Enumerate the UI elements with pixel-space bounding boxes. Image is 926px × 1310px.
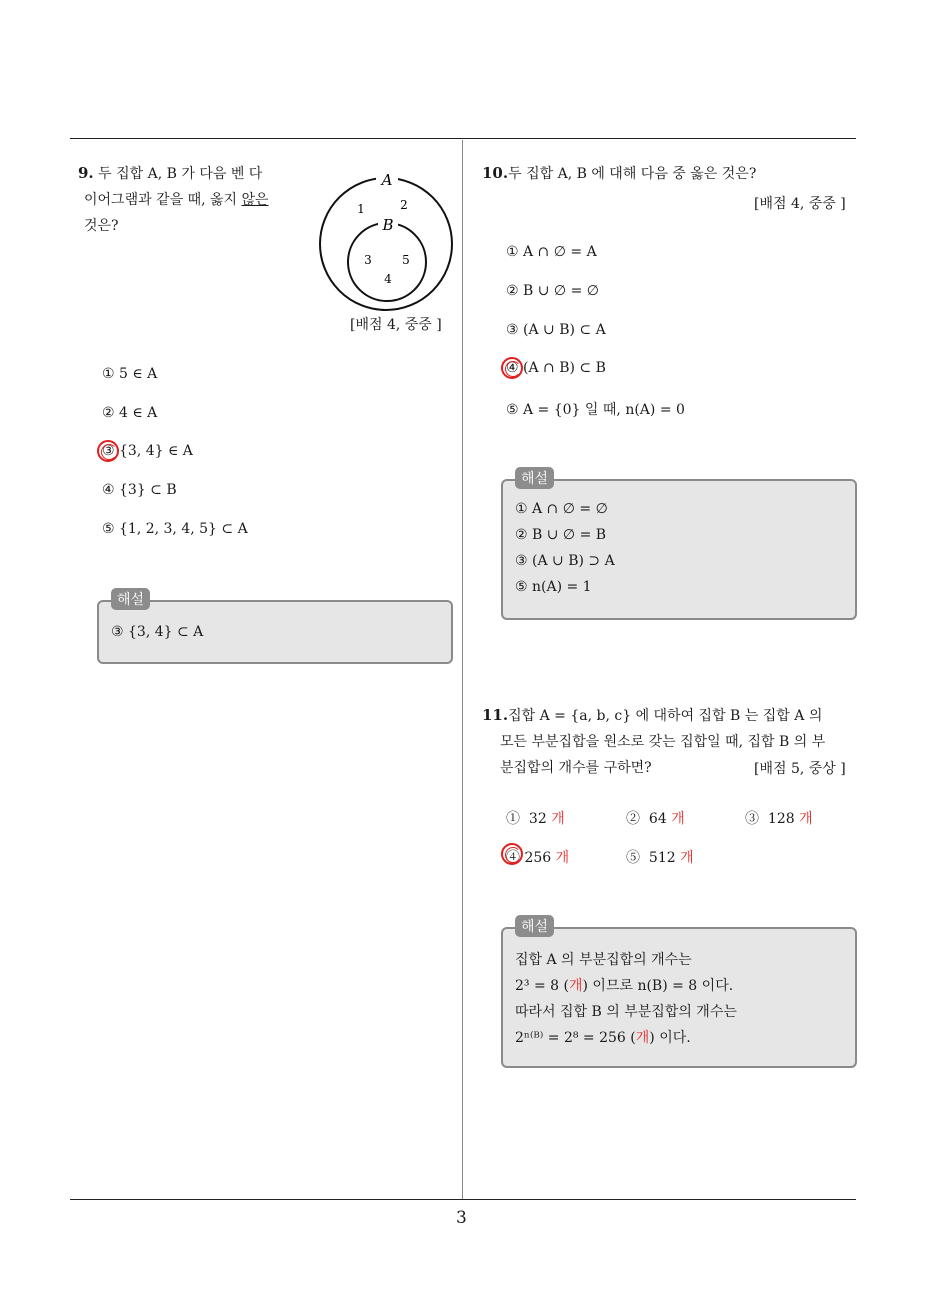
question-11-solution-box	[501, 927, 857, 1068]
page-number: 3	[456, 1208, 467, 1228]
question-10-points: [배점 4, 중중 ]	[754, 196, 846, 212]
question-10-choice-3[interactable]: ③ (A ∪ B) ⊂ A	[506, 322, 606, 338]
question-10-stem	[482, 160, 862, 187]
question-9-underlined: 않은	[241, 192, 269, 208]
question-10-choice-2[interactable]: ② B ∪ ∅ = ∅	[506, 283, 599, 299]
question-10-number: 10.	[482, 164, 509, 182]
question-11-solution-line-3: 따라서 집합 B 의 부분집합의 개수는	[515, 1004, 737, 1020]
question-9-stem	[78, 160, 308, 239]
answer-circle-mark	[501, 843, 523, 865]
venn-outer-label: A	[381, 171, 393, 189]
question-9-line3: 것은?	[84, 218, 119, 234]
question-9-line1: 두 집합 A, B 가 다음 벤 다	[98, 166, 263, 182]
question-10-choice-5[interactable]: ⑤ A = {0} 일 때, n(A) = 0	[506, 402, 685, 418]
answer-circle-mark	[97, 440, 119, 462]
venn-inner-circle	[348, 223, 426, 301]
question-10-choice-1[interactable]: ① A ∩ ∅ = A	[506, 244, 597, 260]
question-10-text: 두 집합 A, B 에 대해 다음 중 옳은 것은?	[508, 166, 757, 182]
venn-elem-1: 1	[357, 202, 365, 216]
question-11-solution-line-4: 2ⁿ⁽ᴮ⁾ = 2⁸ = 256 (개) 이다.	[515, 1030, 691, 1046]
question-11-line3: 분집합의 개수를 구하면?	[500, 760, 652, 776]
question-11-solution-line-1: 집합 A 의 부분집합의 개수는	[515, 952, 692, 968]
question-11-choice-2[interactable]: ② 64 개	[626, 811, 685, 827]
question-9-choice-3[interactable]: ③ {3, 4} ∈ A	[102, 443, 193, 459]
question-10-solution-box	[501, 479, 857, 620]
question-9-choice-4[interactable]: ④ {3} ⊂ B	[102, 482, 177, 498]
question-9-solution-line: ③ {3, 4} ⊂ A	[111, 624, 204, 640]
venn-elem-2: 2	[400, 198, 408, 212]
question-11-points: [배점 5, 중상 ]	[754, 761, 846, 777]
question-10-solution-line-1: ① A ∩ ∅ = ∅	[515, 501, 608, 517]
question-11-choice-5[interactable]: ⑤ 512 개	[626, 850, 694, 866]
question-10-solution-line-3: ③ (A ∪ B) ⊃ A	[515, 553, 615, 569]
venn-inner-label: B	[382, 216, 394, 234]
question-11-choice-4[interactable]: ④ 256 개	[506, 850, 570, 866]
venn-elem-5: 5	[402, 253, 410, 267]
question-11-solution-line-2: 2³ = 8 (개) 이므로 n(B) = 8 이다.	[515, 978, 734, 994]
question-9-solution-box	[97, 600, 453, 664]
venn-elem-3: 3	[364, 253, 372, 267]
header-rule	[70, 138, 856, 139]
question-11-line2: 모든 부분집합을 원소로 갖는 집합일 때, 집합 B 의 부	[500, 734, 826, 750]
question-9-choice-1[interactable]: ① 5 ∈ A	[102, 366, 158, 382]
venn-elem-4: 4	[384, 272, 392, 286]
column-divider	[462, 140, 463, 1200]
question-11-choice-1[interactable]: ① 32 개	[506, 811, 565, 827]
question-9-choice-2[interactable]: ② 4 ∈ A	[102, 405, 158, 421]
answer-circle-mark	[501, 357, 523, 379]
question-10-solution-line-4: ⑤ n(A) = 1	[515, 579, 592, 595]
question-9-choice-5[interactable]: ⑤ {1, 2, 3, 4, 5} ⊂ A	[102, 521, 248, 537]
venn-outer-circle	[320, 178, 452, 310]
footer-rule	[70, 1199, 856, 1200]
question-11-line1: 집합 A = {a, b, c} 에 대하여 집합 B 는 집합 A 의	[508, 708, 823, 724]
question-11-choice-3[interactable]: ③ 128 개	[745, 811, 813, 827]
question-10-solution-line-2: ② B ∪ ∅ = B	[515, 527, 607, 543]
question-11-solution-tag: 해설	[515, 915, 554, 937]
question-9-line2: 이어그램과 같을 때, 옳지	[84, 192, 242, 208]
question-11-number: 11.	[482, 706, 509, 724]
question-9-number: 9.	[78, 164, 94, 182]
question-10-solution-tag: 해설	[515, 467, 554, 489]
question-9-points: [배점 4, 중중 ]	[350, 317, 442, 333]
question-9-solution-tag: 해설	[111, 588, 150, 610]
question-10-choice-4[interactable]: ④ (A ∩ B) ⊂ B	[506, 360, 606, 376]
venn-diagram	[318, 166, 458, 316]
